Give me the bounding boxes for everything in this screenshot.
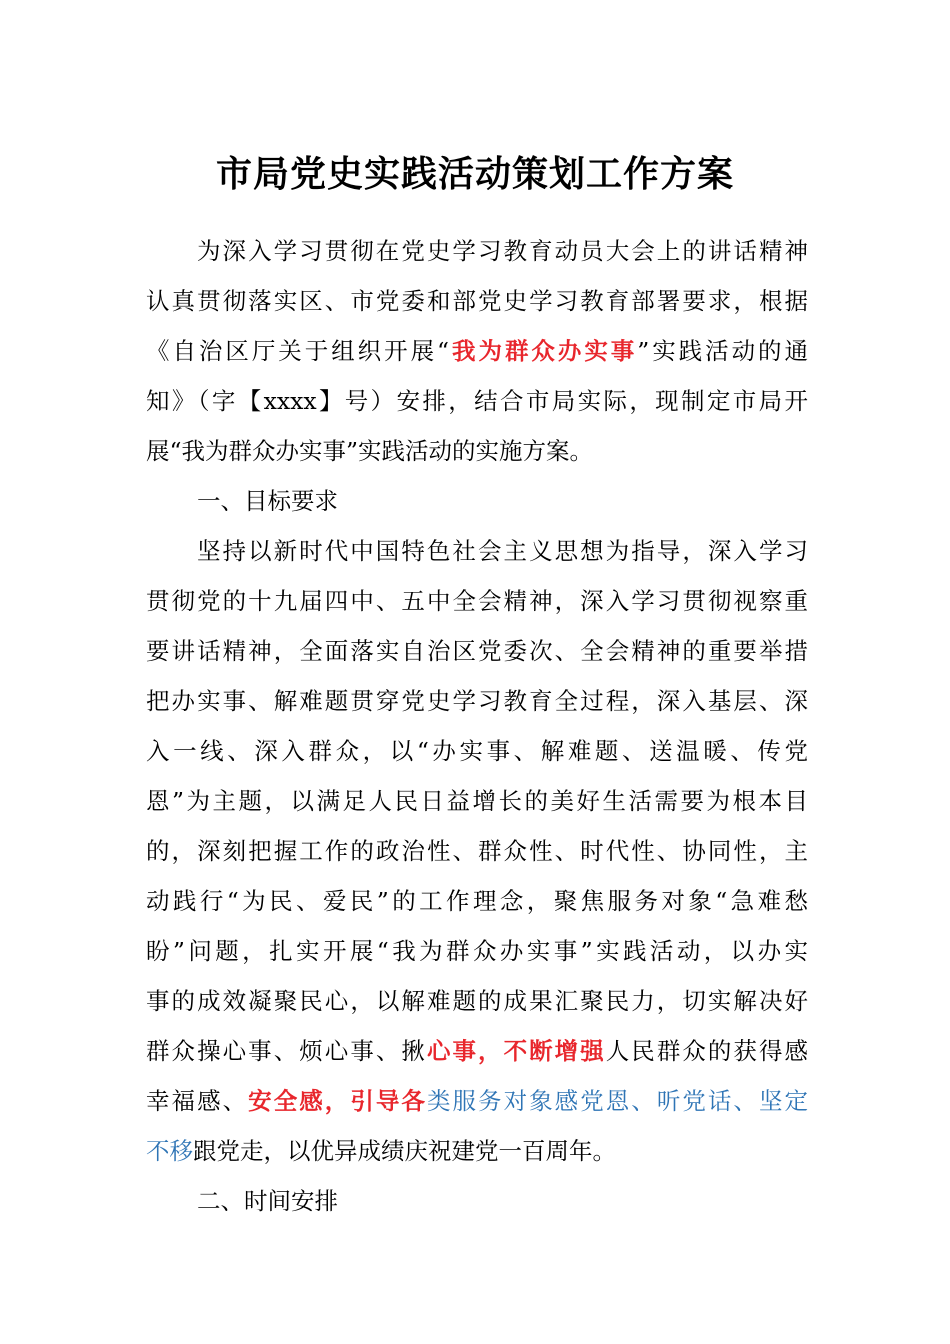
text-run: ”实践活动的通 [637,337,809,365]
paragraph-line: 动践行“为民、爱民”的工作理念，聚焦服务对象“急难愁 [146,887,808,915]
blue-text: 类服务对象感党恩、听党话、坚定 [426,1087,809,1115]
paragraph-line: 知》（字【xxxx】号）安排，结合市局实际，现制定市局开 [146,387,808,415]
highlighted-text: 心事，不断增强 [426,1037,606,1065]
text-run: 跟党走，以优异成绩庆祝建党一百周年。 [193,1137,616,1165]
paragraph-line [146,336,808,366]
section-heading: 二、时间安排 [197,1187,338,1215]
paragraph-line: 要讲话精神，全面落实自治区党委次、全会精神的重要举措 [146,637,808,665]
paragraph-line [146,1136,808,1166]
text-run: 幸福感、 [146,1087,249,1115]
paragraph-line: 贯彻党的十九届四中、五中全会精神，深入学习贯彻视察重 [146,587,808,615]
paragraph-line: 认真贯彻落实区、市党委和部党史学习教育部署要求，根据 [146,287,808,315]
text-run: 人民群众的获得感 [605,1037,809,1065]
highlighted-text: 我为群众办实事 [449,337,638,365]
text-run: 《自治区厅关于组织开展“ [146,337,450,365]
paragraph-line: 把办实事、解难题贯穿党史学习教育全过程，深入基层、深 [146,687,808,715]
paragraph-line: 的，深刻把握工作的政治性、群众性、时代性、协同性，主 [146,837,808,865]
text-run: 群众操心事、烦心事、揪 [146,1037,427,1065]
paragraph-line [146,1036,808,1066]
paragraph-line: 为深入学习贯彻在党史学习教育动员大会上的讲话精神 [197,237,808,265]
paragraph-line: 恩”为主题，以满足人民日益增长的美好生活需要为根本目 [146,787,808,815]
highlighted-text: 安全感，引导各 [248,1087,427,1115]
document-title: 市局党史实践活动策划工作方案 [215,153,734,195]
paragraph-line: 展“我为群众办实事”实践活动的实施方案。 [146,437,594,465]
paragraph-line: 事的成效凝聚民心，以解难题的成果汇聚民力，切实解决好 [146,987,808,1015]
blue-text: 不移 [146,1137,193,1165]
paragraph-line: 盼”问题，扎实开展“我为群众办实事”实践活动，以办实 [146,937,808,965]
section-heading: 一、目标要求 [197,487,338,515]
paragraph-line: 坚持以新时代中国特色社会主义思想为指导，深入学习 [197,537,808,565]
paragraph-line: 入一线、深入群众，以“办实事、解难题、送温暖、传党 [146,737,808,765]
paragraph-line [146,1086,808,1116]
